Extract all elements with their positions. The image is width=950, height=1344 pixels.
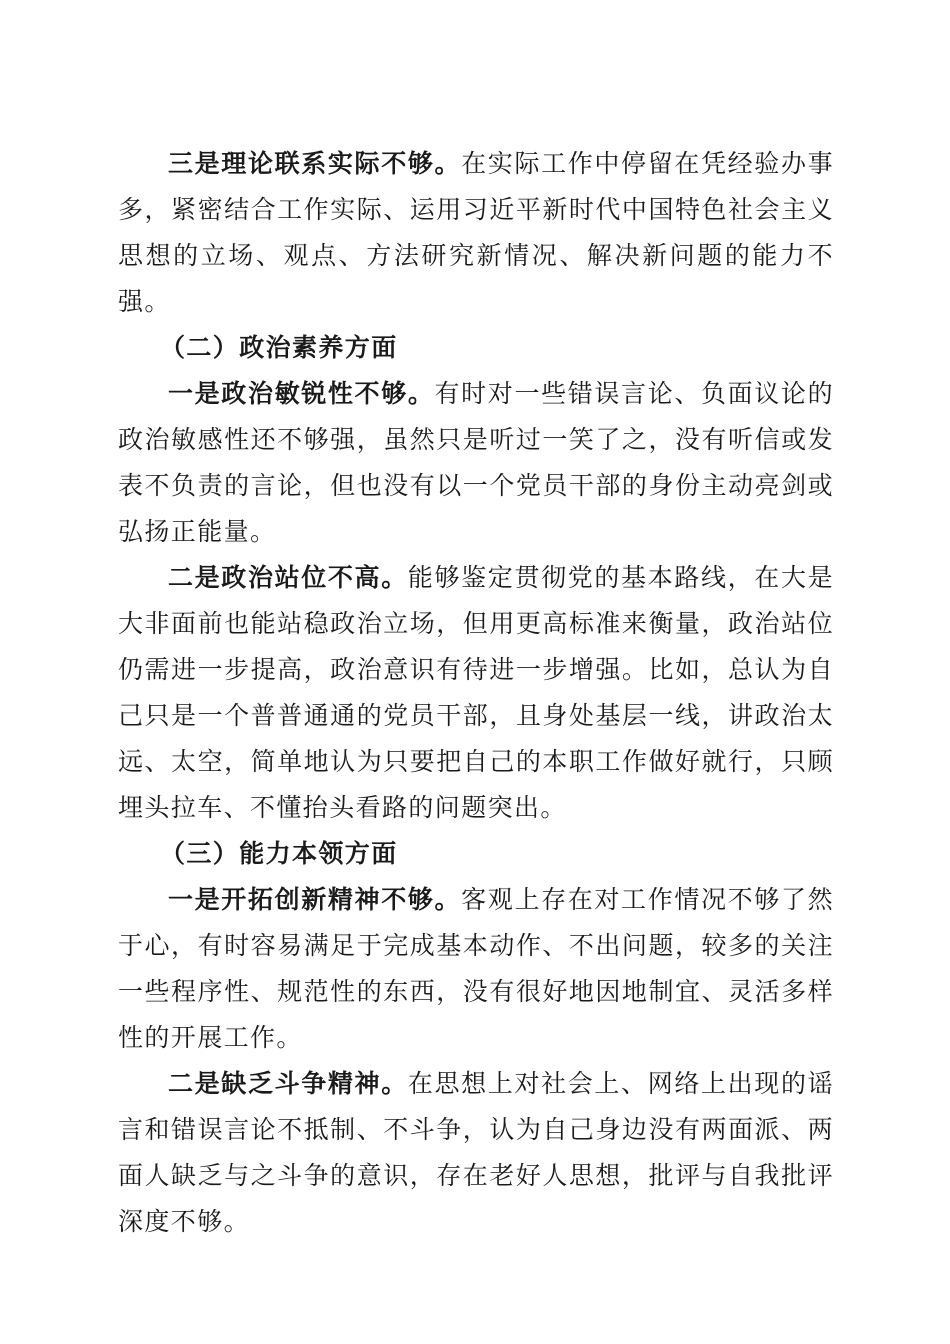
- paragraph-theory-practice: [118, 141, 834, 325]
- paragraph-struggle-spirit: [118, 1061, 834, 1245]
- paragraph-body: 能够鉴定贯彻党的基本路线，在大是大非面前也能站稳政治立场，但用更高标准来衡量，政治站位仍需进一步提高，政治意识有待进一步增强。比如，总认为自己只是一个普普通通的党员干部，且身处基层一线，讲政治太远、太空，简单地认为只要把自己的本职工作做好就行，只顾埋头拉车、不懂抬头看路的问题突出。: [118, 563, 835, 822]
- paragraph-political-sensitivity: [118, 371, 834, 555]
- section-heading-ability: （三）能力本领方面: [160, 839, 398, 868]
- paragraph-lead: 三是理论联系实际不够。: [168, 149, 462, 178]
- document-body: [118, 141, 834, 1245]
- paragraph-lead: 二是政治站位不高。: [168, 563, 408, 592]
- paragraph-body: 有时对一些错误言论、负面议论的政治敏感性还不够强，虽然只是听过一笑了之，没有听信或发表不负责的言论，但也没有以一个党员干部的身份主动亮剑或弘扬正能量。: [118, 379, 834, 546]
- paragraph-body: 在思想上对社会上、网络上出现的谣言和错误言论不抵制、不斗争，认为自己身边没有两面派、两面人缺乏与之斗争的意识，存在老好人思想，批评与自我批评深度不够。: [118, 1069, 835, 1236]
- paragraph-body: 客观上存在对工作情况不够了然于心，有时容易满足于完成基本动作、不出问题，较多的关注一些程序性、规范性的东西，没有很好地因地制宜、灵活多样性的开展工作。: [118, 885, 834, 1052]
- section-heading-political-literacy: （二）政治素养方面: [160, 333, 398, 362]
- paragraph-lead: 一是政治敏锐性不够。: [168, 379, 435, 408]
- paragraph-lead: 一是开拓创新精神不够。: [168, 885, 462, 914]
- paragraph-political-stance: [118, 555, 834, 831]
- paragraph-innovation: [118, 877, 834, 1061]
- paragraph-body: 在实际工作中停留在凭经验办事多，紧密结合工作实际、运用习近平新时代中国特色社会主义思想的立场、观点、方法研究新情况、解决新问题的能力不强。: [118, 149, 834, 316]
- paragraph-lead: 二是缺乏斗争精神。: [168, 1069, 408, 1098]
